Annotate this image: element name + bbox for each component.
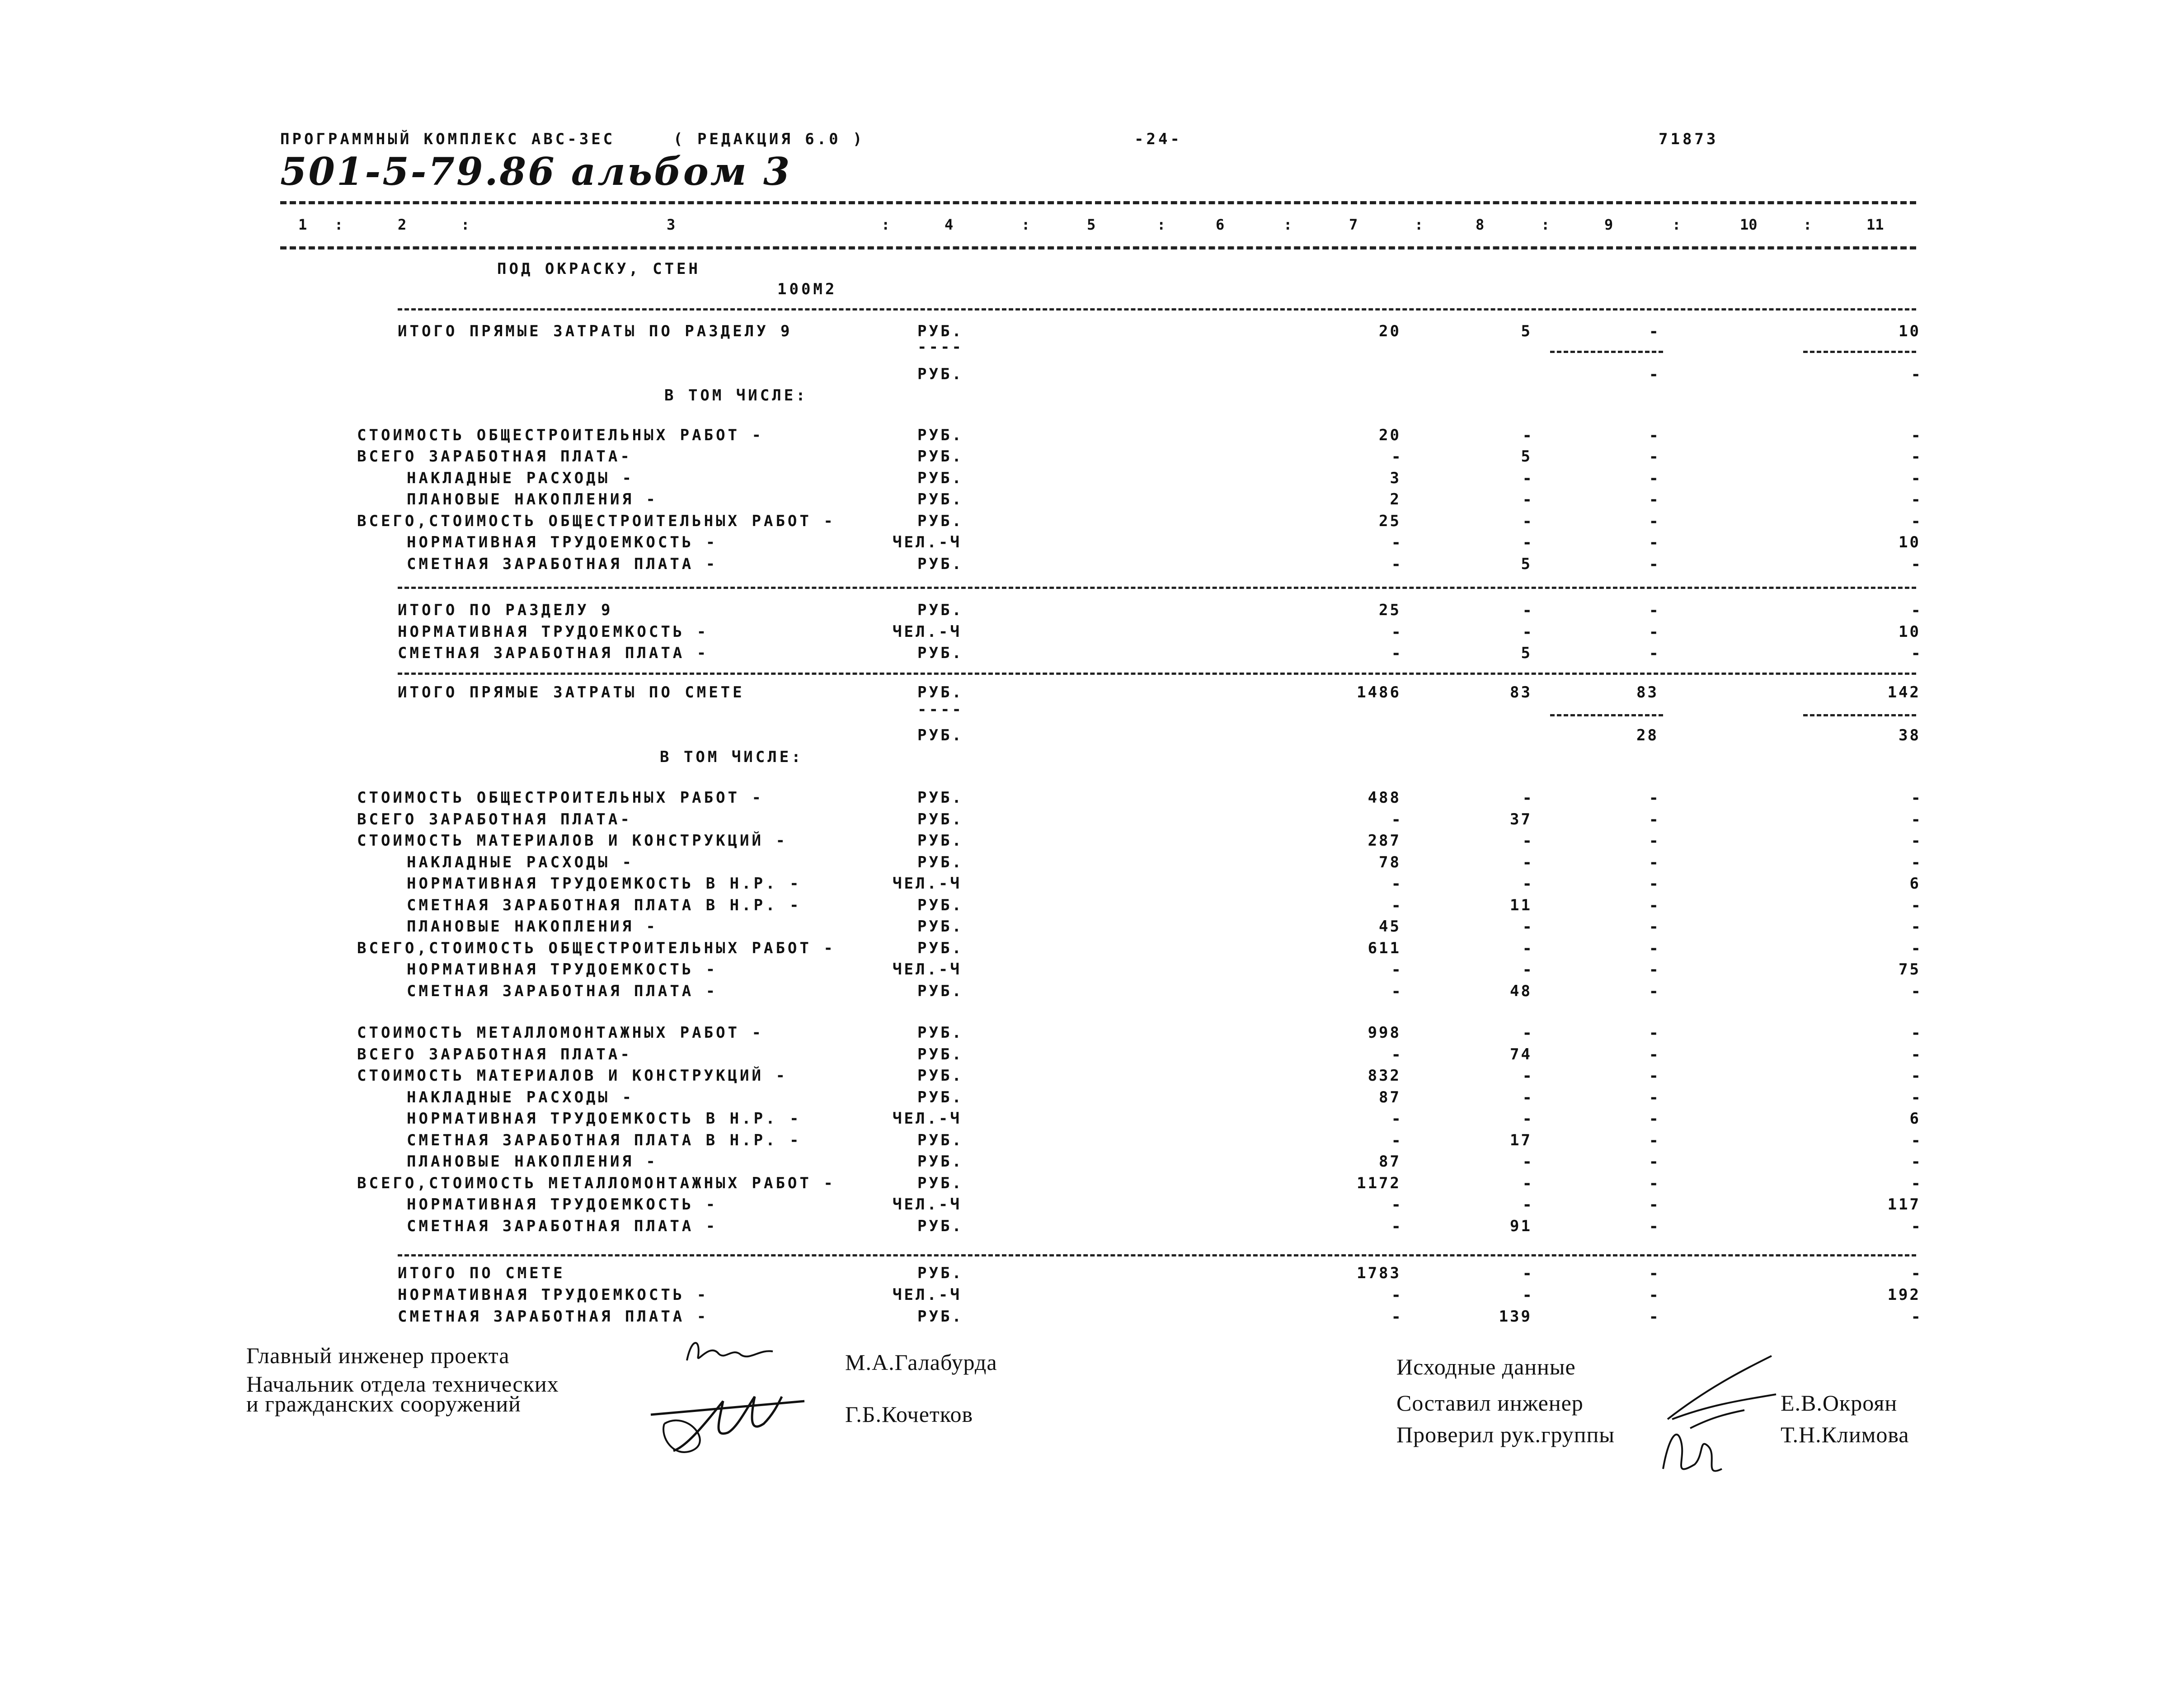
cell-c7: 488 bbox=[1368, 789, 1401, 807]
row-unit: ЧЕЛ.-Ч bbox=[893, 1286, 962, 1304]
cell-c7: - bbox=[1391, 447, 1401, 466]
column-number: 6 bbox=[1216, 216, 1225, 233]
row-unit: РУБ. bbox=[917, 982, 964, 1000]
cell-c7: - bbox=[1391, 810, 1401, 829]
column-number: 4 bbox=[945, 216, 954, 233]
column-number: 5 bbox=[1087, 216, 1096, 233]
row-label: НОРМАТИВНАЯ ТРУДОЕМКОСТЬ - bbox=[398, 1286, 709, 1304]
cell-c7: 832 bbox=[1368, 1067, 1401, 1085]
row-label: СМЕТНАЯ ЗАРАБОТНАЯ ПЛАТА В Н.Р. - bbox=[407, 896, 802, 914]
row-label: НАКЛАДНЫЕ РАСХОДЫ - bbox=[407, 853, 634, 871]
cell-c8: 74 bbox=[1510, 1045, 1532, 1063]
cell-c9: - bbox=[1649, 1308, 1659, 1326]
cell-c7: - bbox=[1391, 960, 1401, 979]
row-label: СТОИМОСТЬ МАТЕРИАЛОВ И КОНСТРУКЦИЙ - bbox=[357, 832, 788, 850]
column-underline bbox=[1550, 714, 1663, 716]
column-number: 2 bbox=[398, 216, 407, 233]
cell-c8: 48 bbox=[1510, 982, 1532, 1000]
cell-c9: - bbox=[1649, 1045, 1659, 1064]
cell-c11: - bbox=[1911, 555, 1921, 574]
cell-c9: - bbox=[1649, 469, 1659, 488]
cell-c8: - bbox=[1522, 426, 1532, 445]
column-separator: : bbox=[881, 216, 890, 233]
row-unit: РУБ. bbox=[917, 853, 964, 871]
cell-c9: - bbox=[1649, 490, 1659, 509]
row-label: СТОИМОСТЬ ОБЩЕСТРОИТЕЛЬНЫХ РАБОТ - bbox=[357, 426, 764, 444]
cell-c7: 611 bbox=[1368, 939, 1401, 957]
cell-c8: 17 bbox=[1510, 1131, 1532, 1149]
column-number: 1 bbox=[298, 216, 307, 233]
chief-engineer-title: Главный инженер проекта bbox=[246, 1343, 510, 1368]
cell-c11: - bbox=[1911, 1131, 1921, 1150]
cell-c9: - bbox=[1649, 322, 1659, 341]
cell-c11: - bbox=[1911, 490, 1921, 509]
cell-c9: - bbox=[1649, 426, 1659, 445]
row-label: СМЕТНАЯ ЗАРАБОТНАЯ ПЛАТА - bbox=[407, 555, 718, 573]
cell-c8: 139 bbox=[1499, 1308, 1532, 1326]
cell-c11: 10 bbox=[1899, 623, 1921, 641]
column-separator: : bbox=[1541, 216, 1550, 233]
cell-c11: - bbox=[1911, 853, 1921, 872]
column-number: 9 bbox=[1604, 216, 1613, 233]
cell-c7: - bbox=[1391, 533, 1401, 552]
row-unit: РУБ. bbox=[917, 426, 964, 444]
cell-c8: - bbox=[1522, 1067, 1532, 1085]
cell-c9: - bbox=[1649, 789, 1659, 807]
cell-c9: - bbox=[1649, 512, 1659, 531]
row-unit: РУБ. bbox=[917, 490, 964, 508]
cell-c9: - bbox=[1649, 810, 1659, 829]
cell-c7: - bbox=[1391, 982, 1401, 1001]
cell-c9: - bbox=[1649, 918, 1659, 936]
row-label: НАКЛАДНЫЕ РАСХОДЫ - bbox=[407, 469, 634, 487]
cell-c8: 5 bbox=[1521, 644, 1532, 662]
cell-c8: - bbox=[1522, 1174, 1532, 1193]
cell-c11: - bbox=[1911, 1088, 1921, 1107]
column-separator: : bbox=[1283, 216, 1292, 233]
cell-c8: - bbox=[1522, 1153, 1532, 1171]
cell-c11: 38 bbox=[1899, 726, 1921, 744]
cell-c11: - bbox=[1911, 1024, 1921, 1042]
row-label: НАКЛАДНЫЕ РАСХОДЫ - bbox=[407, 1088, 634, 1106]
section-rule bbox=[398, 673, 1916, 675]
cell-c7: - bbox=[1391, 1308, 1401, 1326]
row-label: ПЛАНОВЫЕ НАКОПЛЕНИЯ - bbox=[407, 918, 658, 936]
cell-c11: - bbox=[1911, 896, 1921, 915]
cell-c11: 75 bbox=[1899, 960, 1921, 979]
row-unit: РУБ. bbox=[917, 1217, 964, 1235]
row-label: СТОИМОСТЬ ОБЩЕСТРОИТЕЛЬНЫХ РАБОТ - bbox=[357, 789, 764, 807]
cell-c8: 5 bbox=[1521, 447, 1532, 466]
cell-c11: - bbox=[1911, 601, 1921, 620]
cell-c9: - bbox=[1649, 939, 1659, 958]
column-separator: : bbox=[1672, 216, 1681, 233]
cell-c9: - bbox=[1649, 1174, 1659, 1193]
cell-c7: 2 bbox=[1390, 490, 1401, 508]
cell-c11: - bbox=[1911, 918, 1921, 936]
cell-c11: - bbox=[1911, 832, 1921, 850]
row-label: ИТОГО ПО РАЗДЕЛУ 9 bbox=[398, 601, 613, 619]
row-unit: РУБ. bbox=[917, 1067, 964, 1085]
signature-kochetkov bbox=[646, 1383, 809, 1460]
cell-c8: - bbox=[1522, 490, 1532, 509]
row-unit: РУБ. bbox=[917, 1308, 964, 1326]
signature-okroyan bbox=[1654, 1351, 1790, 1487]
cell-c11: 10 bbox=[1899, 533, 1921, 551]
cell-c8: - bbox=[1522, 918, 1532, 936]
row-unit: РУБ. bbox=[917, 832, 964, 850]
row-unit: РУБ. bbox=[917, 1264, 964, 1282]
compiled-by-name: Е.В.Окроян bbox=[1781, 1390, 1898, 1416]
cell-c11: - bbox=[1911, 1308, 1921, 1326]
row-label: ВСЕГО,СТОИМОСТЬ МЕТАЛЛОМОНТАЖНЫХ РАБОТ - bbox=[357, 1174, 836, 1192]
column-number: 8 bbox=[1476, 216, 1485, 233]
column-number: 7 bbox=[1349, 216, 1358, 233]
cell-c9: 28 bbox=[1636, 726, 1659, 744]
cell-c8: - bbox=[1522, 1088, 1532, 1107]
cell-c11: - bbox=[1911, 447, 1921, 466]
row-unit: ЧЕЛ.-Ч bbox=[893, 623, 962, 641]
row-unit: ЧЕЛ.-Ч bbox=[893, 1195, 962, 1214]
cell-c11: - bbox=[1911, 426, 1921, 445]
cell-c8: 5 bbox=[1521, 555, 1532, 573]
row-label: В ТОМ ЧИСЛЕ: bbox=[664, 386, 808, 405]
cell-c7: - bbox=[1391, 623, 1401, 641]
column-separator: : bbox=[1157, 216, 1166, 233]
cell-c8: - bbox=[1522, 1024, 1532, 1042]
cell-c9: - bbox=[1649, 555, 1659, 574]
cell-c11: 142 bbox=[1887, 683, 1921, 701]
cell-c8: - bbox=[1522, 875, 1532, 893]
cell-c11: - bbox=[1911, 1264, 1921, 1283]
cell-c11: - bbox=[1911, 1217, 1921, 1236]
cell-c9: - bbox=[1649, 1110, 1659, 1128]
column-underline bbox=[1803, 351, 1916, 353]
row-label: ИТОГО ПРЯМЫЕ ЗАТРАТЫ ПО СМЕТЕ bbox=[398, 683, 745, 701]
cell-c9: - bbox=[1649, 365, 1659, 384]
cell-c11: - bbox=[1911, 469, 1921, 488]
row-unit: РУБ. bbox=[917, 789, 964, 807]
cell-c9: - bbox=[1649, 1024, 1659, 1042]
cell-c9: - bbox=[1649, 1286, 1659, 1304]
cell-c8: - bbox=[1522, 960, 1532, 979]
column-underline bbox=[1803, 714, 1916, 716]
handwritten-album-note: 501-5-79.86 альбом 3 bbox=[280, 149, 792, 194]
checked-by-name: Т.Н.Климова bbox=[1781, 1422, 1909, 1447]
column-number: 3 bbox=[667, 216, 676, 233]
cell-c7: 1783 bbox=[1357, 1264, 1401, 1282]
row-unit: РУБ. bbox=[917, 939, 964, 957]
cell-c11: - bbox=[1911, 644, 1921, 663]
cell-c8: - bbox=[1522, 469, 1532, 488]
row-unit: РУБ. bbox=[917, 1153, 964, 1171]
row-unit: РУБ. bbox=[917, 1088, 964, 1106]
cell-c11: - bbox=[1911, 1067, 1921, 1085]
cell-c7: 287 bbox=[1368, 832, 1401, 850]
cell-c9: - bbox=[1649, 644, 1659, 663]
column-separator: : bbox=[461, 216, 470, 233]
cell-c7: - bbox=[1391, 1195, 1401, 1214]
column-separator: : bbox=[1021, 216, 1030, 233]
cell-c9: - bbox=[1649, 832, 1659, 850]
row-label: ПЛАНОВЫЕ НАКОПЛЕНИЯ - bbox=[407, 1153, 658, 1171]
row-unit: РУБ. bbox=[917, 918, 964, 936]
section-unit: 100М2 bbox=[777, 280, 837, 298]
cell-c11: 6 bbox=[1909, 1110, 1921, 1128]
cell-c8: 11 bbox=[1510, 896, 1532, 914]
cell-c8: - bbox=[1522, 1195, 1532, 1214]
row-label: СТОИМОСТЬ МАТЕРИАЛОВ И КОНСТРУКЦИЙ - bbox=[357, 1067, 788, 1085]
cell-c9: - bbox=[1649, 1217, 1659, 1236]
cell-c11: - bbox=[1911, 365, 1921, 384]
unit-underline-mark: ---- bbox=[917, 338, 964, 356]
row-label: СТОИМОСТЬ МЕТАЛЛОМОНТАЖНЫХ РАБОТ - bbox=[357, 1024, 764, 1042]
row-unit: РУБ. bbox=[917, 1045, 964, 1063]
cell-c7: 1172 bbox=[1357, 1174, 1401, 1192]
section-rule bbox=[398, 308, 1916, 311]
checked-by-title: Проверил рук.группы bbox=[1396, 1422, 1615, 1447]
row-label: СМЕТНАЯ ЗАРАБОТНАЯ ПЛАТА - bbox=[407, 1217, 718, 1235]
cell-c7: 3 bbox=[1390, 469, 1401, 487]
row-unit: ЧЕЛ.-Ч bbox=[893, 875, 962, 893]
section-rule bbox=[398, 587, 1916, 589]
cell-c7: - bbox=[1391, 1045, 1401, 1064]
cell-c7: 87 bbox=[1379, 1088, 1401, 1106]
cell-c9: - bbox=[1649, 896, 1659, 915]
cell-c11: 6 bbox=[1909, 875, 1921, 893]
cell-c9: - bbox=[1649, 1131, 1659, 1150]
cell-c7: 998 bbox=[1368, 1024, 1401, 1042]
row-unit: РУБ. bbox=[917, 512, 964, 530]
cell-c7: - bbox=[1391, 896, 1401, 915]
cell-c11: - bbox=[1911, 810, 1921, 829]
cell-c9: - bbox=[1649, 447, 1659, 466]
column-number: 11 bbox=[1866, 216, 1884, 233]
cell-c11: 192 bbox=[1887, 1286, 1921, 1304]
cell-c9: - bbox=[1649, 1067, 1659, 1085]
cell-c8: - bbox=[1522, 789, 1532, 807]
cell-c7: - bbox=[1391, 1286, 1401, 1304]
row-label: ВСЕГО ЗАРАБОТНАЯ ПЛАТА- bbox=[357, 447, 632, 466]
row-label: СМЕТНАЯ ЗАРАБОТНАЯ ПЛАТА - bbox=[398, 644, 709, 662]
chief-engineer-name: М.А.Галабурда bbox=[845, 1350, 997, 1375]
edition-label: ( РЕДАКЦИЯ 6.0 ) bbox=[673, 130, 865, 148]
row-label: ПЛАНОВЫЕ НАКОПЛЕНИЯ - bbox=[407, 490, 658, 508]
source-data-label: Исходные данные bbox=[1396, 1354, 1576, 1379]
cell-c8: - bbox=[1522, 512, 1532, 531]
cell-c7: 78 bbox=[1379, 853, 1401, 871]
row-label: НОРМАТИВНАЯ ТРУДОЕМКОСТЬ В Н.Р. - bbox=[407, 875, 802, 893]
row-unit: ЧЕЛ.-Ч bbox=[893, 960, 962, 979]
cell-c7: 25 bbox=[1379, 601, 1401, 619]
cell-c8: - bbox=[1522, 1286, 1532, 1304]
cell-c7: 45 bbox=[1379, 918, 1401, 936]
row-unit: РУБ. bbox=[917, 555, 964, 573]
department-head-title: Начальник отдела технических и гражданских сооружений bbox=[246, 1371, 559, 1416]
row-label: НОРМАТИВНАЯ ТРУДОЕМКОСТЬ - bbox=[407, 960, 718, 979]
row-label: В ТОМ ЧИСЛЕ: bbox=[660, 748, 804, 766]
cell-c11: - bbox=[1911, 982, 1921, 1001]
document-code: 71873 bbox=[1659, 130, 1719, 148]
cell-c7: - bbox=[1391, 1217, 1401, 1236]
row-unit: РУБ. bbox=[917, 601, 964, 619]
column-underline bbox=[1550, 351, 1663, 353]
row-label: ВСЕГО,СТОИМОСТЬ ОБЩЕСТРОИТЕЛЬНЫХ РАБОТ - bbox=[357, 512, 836, 530]
program-name: ПРОГРАММНЫЙ КОМПЛЕКС АВС-3ЕС bbox=[280, 130, 616, 148]
cell-c11: - bbox=[1911, 939, 1921, 958]
row-label: СМЕТНАЯ ЗАРАБОТНАЯ ПЛАТА - bbox=[398, 1308, 709, 1326]
row-label: ВСЕГО ЗАРАБОТНАЯ ПЛАТА- bbox=[357, 1045, 632, 1063]
row-label: СМЕТНАЯ ЗАРАБОТНАЯ ПЛАТА В Н.Р. - bbox=[407, 1131, 802, 1149]
cell-c8: - bbox=[1522, 1264, 1532, 1283]
row-label: НОРМАТИВНАЯ ТРУДОЕМКОСТЬ - bbox=[407, 1195, 718, 1214]
table-top-rule bbox=[280, 201, 1916, 204]
row-unit: РУБ. bbox=[917, 1024, 964, 1042]
cell-c9: 83 bbox=[1636, 683, 1659, 701]
cell-c9: - bbox=[1649, 853, 1659, 872]
cell-c9: - bbox=[1649, 601, 1659, 620]
cell-c11: - bbox=[1911, 512, 1921, 531]
cell-c9: - bbox=[1649, 1153, 1659, 1171]
cell-c9: - bbox=[1649, 533, 1659, 552]
row-unit: ЧЕЛ.-Ч bbox=[893, 1110, 962, 1128]
cell-c7: - bbox=[1391, 1131, 1401, 1150]
cell-c7: 25 bbox=[1379, 512, 1401, 530]
row-unit: РУБ. bbox=[917, 469, 964, 487]
row-label: НОРМАТИВНАЯ ТРУДОЕМКОСТЬ - bbox=[407, 533, 718, 551]
row-label: НОРМАТИВНАЯ ТРУДОЕМКОСТЬ В Н.Р. - bbox=[407, 1110, 802, 1128]
row-label: ИТОГО ПРЯМЫЕ ЗАТРАТЫ ПО РАЗДЕЛУ 9 bbox=[398, 322, 793, 340]
row-unit: РУБ. bbox=[917, 322, 964, 340]
section-title: ПОД ОКРАСКУ, СТЕН bbox=[497, 260, 700, 278]
section-rule bbox=[398, 1254, 1916, 1256]
cell-c8: 91 bbox=[1510, 1217, 1532, 1235]
cell-c8: - bbox=[1522, 939, 1532, 958]
cell-c7: - bbox=[1391, 875, 1401, 893]
cell-c7: 87 bbox=[1379, 1153, 1401, 1171]
cell-c9: - bbox=[1649, 982, 1659, 1001]
cell-c7: 20 bbox=[1379, 426, 1401, 444]
row-label: ВСЕГО,СТОИМОСТЬ ОБЩЕСТРОИТЕЛЬНЫХ РАБОТ - bbox=[357, 939, 836, 957]
cell-c8: - bbox=[1522, 832, 1532, 850]
row-unit: РУБ. bbox=[917, 896, 964, 914]
row-unit: РУБ. bbox=[917, 1131, 964, 1149]
table-header-rule bbox=[280, 246, 1916, 249]
page-number: -24- bbox=[1134, 130, 1182, 148]
cell-c11: 117 bbox=[1887, 1195, 1921, 1214]
row-unit: ЧЕЛ.-Ч bbox=[893, 533, 962, 551]
row-unit: РУБ. bbox=[917, 644, 964, 662]
cell-c11: - bbox=[1911, 789, 1921, 807]
row-unit: РУБ. bbox=[917, 365, 964, 383]
signature-galaburda bbox=[682, 1333, 791, 1369]
column-separator: : bbox=[1415, 216, 1424, 233]
row-label: ИТОГО ПО СМЕТЕ bbox=[398, 1264, 565, 1282]
cell-c8: 83 bbox=[1510, 683, 1532, 701]
cell-c8: 37 bbox=[1510, 810, 1532, 828]
cell-c7: - bbox=[1391, 644, 1401, 663]
cell-c8: - bbox=[1522, 533, 1532, 552]
cell-c7: 1486 bbox=[1357, 683, 1401, 701]
cell-c7: 20 bbox=[1379, 322, 1401, 340]
row-label: ВСЕГО ЗАРАБОТНАЯ ПЛАТА- bbox=[357, 810, 632, 828]
row-unit: РУБ. bbox=[917, 726, 964, 744]
compiled-by-title: Составил инженер bbox=[1396, 1390, 1584, 1416]
cell-c9: - bbox=[1649, 1195, 1659, 1214]
column-separator: : bbox=[1803, 216, 1812, 233]
row-label: СМЕТНАЯ ЗАРАБОТНАЯ ПЛАТА - bbox=[407, 982, 718, 1000]
cell-c9: - bbox=[1649, 875, 1659, 893]
cell-c7: - bbox=[1391, 555, 1401, 574]
cell-c9: - bbox=[1649, 1264, 1659, 1283]
cell-c8: - bbox=[1522, 1110, 1532, 1128]
row-unit: РУБ. bbox=[917, 810, 964, 828]
department-head-name: Г.Б.Кочетков bbox=[845, 1402, 973, 1427]
row-unit: РУБ. bbox=[917, 447, 964, 466]
column-number: 10 bbox=[1740, 216, 1758, 233]
row-unit: РУБ. bbox=[917, 683, 964, 701]
cell-c11: - bbox=[1911, 1174, 1921, 1193]
cell-c11: - bbox=[1911, 1153, 1921, 1171]
unit-underline-mark: ---- bbox=[917, 701, 964, 719]
cell-c8: 5 bbox=[1521, 322, 1532, 340]
row-unit: РУБ. bbox=[917, 1174, 964, 1192]
cell-c11: - bbox=[1911, 1045, 1921, 1064]
cell-c8: - bbox=[1522, 601, 1532, 620]
cell-c9: - bbox=[1649, 960, 1659, 979]
row-label: НОРМАТИВНАЯ ТРУДОЕМКОСТЬ - bbox=[398, 623, 709, 641]
cell-c11: 10 bbox=[1899, 322, 1921, 340]
column-separator: : bbox=[334, 216, 343, 233]
cell-c7: - bbox=[1391, 1110, 1401, 1128]
cell-c8: - bbox=[1522, 853, 1532, 872]
cell-c9: - bbox=[1649, 1088, 1659, 1107]
cell-c9: - bbox=[1649, 623, 1659, 641]
cell-c8: - bbox=[1522, 623, 1532, 641]
